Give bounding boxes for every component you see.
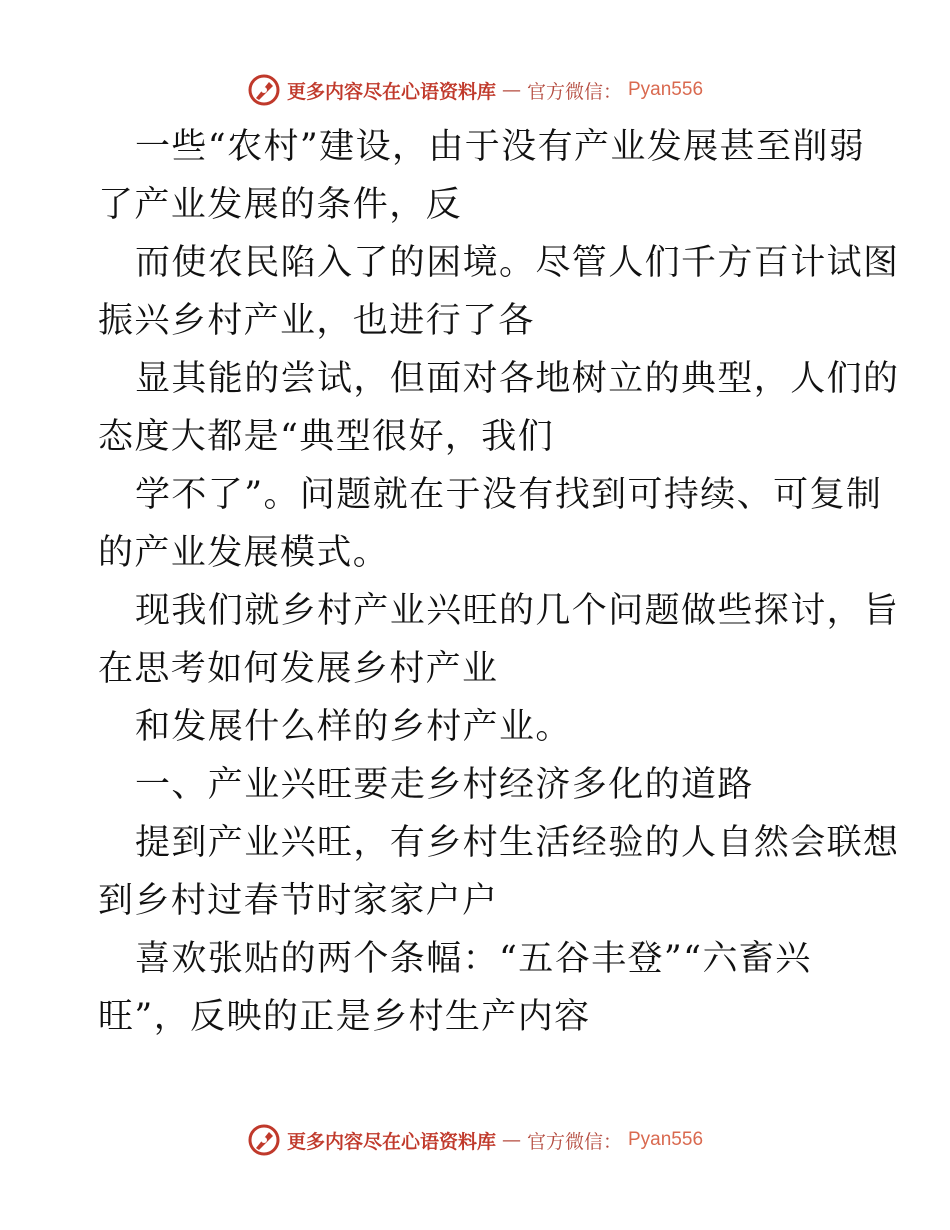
pen-nib-logo-icon [247, 1123, 281, 1157]
text-line: 了产业发展的条件，反 [98, 185, 463, 225]
text-line: 学不了”。问题就在于没有找到可持续、可复制 [135, 475, 883, 515]
watermark-text: 更多内容尽在心语资料库 [286, 80, 496, 103]
watermark-wechat-id: Pyan556 [628, 1129, 704, 1150]
text-line: 现我们就乡村产业兴旺的几个问题做些探讨，旨 [135, 591, 900, 631]
text-line: 一些“农村”建设，由于没有产业发展甚至削弱 [135, 127, 866, 167]
text-line: 和发展什么样的乡村产业。 [135, 707, 572, 747]
watermark-text: 更多内容尽在心语资料库 [286, 1130, 496, 1153]
text-line: 在思考如何发展乡村产业 [98, 649, 499, 689]
watermark-subtext: 官方微信： [526, 80, 622, 103]
text-line: 喜欢张贴的两个条幅：“五谷丰登”“六畜兴 [135, 939, 812, 979]
watermark-subtext: 官方微信： [526, 1130, 622, 1153]
text-line: 到乡村过春节时家家户户 [98, 881, 499, 921]
text-line: 显其能的尝试，但面对各地树立的典型，人们的 [135, 359, 900, 399]
text-line: 提到产业兴旺，有乡村生活经验的人自然会联想 [135, 823, 900, 863]
document-body [98, 118, 900, 1046]
text-line: 而使农民陷入了的困境。尽管人们千方百计试图 [135, 243, 900, 283]
watermark-separator: — [501, 1129, 521, 1151]
header-watermark [0, 70, 950, 110]
pen-nib-logo-icon [247, 73, 281, 107]
text-line: 的产业发展模式。 [98, 533, 390, 573]
text-line: 振兴乡村产业，也进行了各 [98, 301, 535, 341]
text-line: 旺”，反映的正是乡村生产内容 [98, 997, 591, 1037]
watermark-wechat-id: Pyan556 [628, 79, 704, 100]
section-heading: 一、产业兴旺要走乡村经济多化的道路 [135, 765, 754, 805]
text-line: 态度大都是“典型很好，我们 [98, 417, 555, 457]
watermark-separator: — [501, 79, 521, 101]
footer-watermark [0, 1120, 950, 1160]
